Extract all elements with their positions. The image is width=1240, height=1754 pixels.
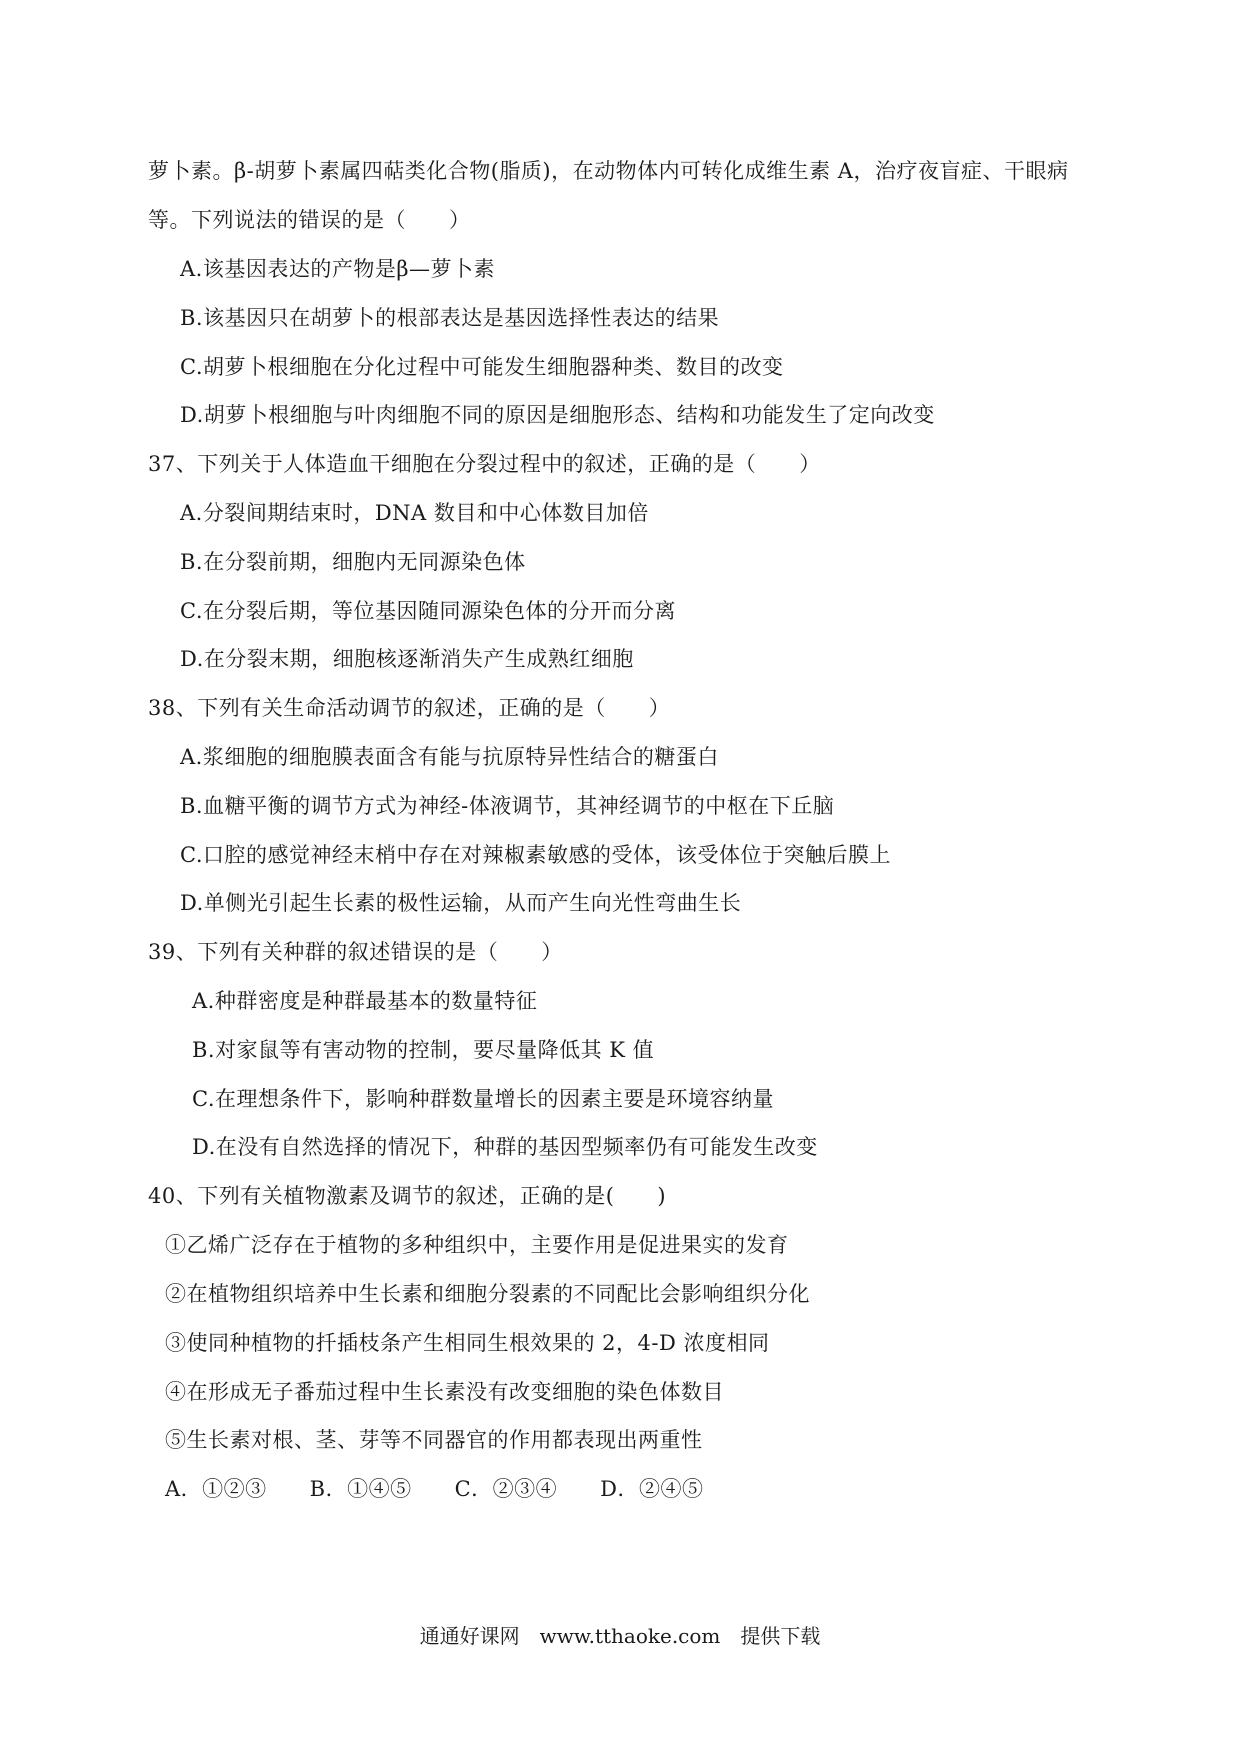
q38-option-c: C.口腔的感觉神经末梢中存在对辣椒素敏感的受体，该受体位于突触后膜上 bbox=[180, 843, 891, 867]
q40-statement-2: ②在植物组织培养中生长素和细胞分裂素的不同配比会影响组织分化 bbox=[165, 1282, 810, 1306]
q38-option-d: D.单侧光引起生长素的极性运输，从而产生向光性弯曲生长 bbox=[180, 891, 742, 915]
q39-option-c: C.在理想条件下，影响种群数量增长的因素主要是环境容纳量 bbox=[192, 1087, 774, 1111]
q39-option-d: D.在没有自然选择的情况下，种群的基因型频率仍有可能发生改变 bbox=[192, 1135, 818, 1159]
q40-choices: A．①②③ B．①④⑤ C．②③④ D．②④⑤ bbox=[165, 1477, 704, 1501]
q36-option-d: D.胡萝卜根细胞与叶肉细胞不同的原因是细胞形态、结构和功能发生了定向改变 bbox=[180, 403, 935, 427]
q37-option-a: A.分裂间期结束时，DNA 数目和中心体数目加倍 bbox=[180, 501, 649, 525]
q38-option-b: B.血糖平衡的调节方式为神经-体液调节，其神经调节的中枢在下丘脑 bbox=[180, 794, 835, 818]
q37-option-c: C.在分裂后期，等位基因随同源染色体的分开而分离 bbox=[180, 599, 676, 623]
q39-option-b: B.对家鼠等有害动物的控制，要尽量降低其 K 值 bbox=[192, 1038, 655, 1062]
q40-statement-3: ③使同种植物的扦插枝条产生相同生根效果的 2，4-D 浓度相同 bbox=[165, 1331, 770, 1355]
q39-option-a: A.种群密度是种群最基本的数量特征 bbox=[192, 989, 538, 1013]
q36-stem-line-1: 萝卜素。β-胡萝卜素属四萜类化合物(脂质)，在动物体内可转化成维生素 A，治疗夜盲症、干眼病 bbox=[148, 159, 1069, 183]
q37-option-b: B.在分裂前期，细胞内无同源染色体 bbox=[180, 550, 526, 574]
page-footer: 通通好课网 www.tthaoke.com 提供下载 bbox=[419, 1624, 821, 1648]
q36-stem-line-2: 等。下列说法的错误的是（ ） bbox=[148, 208, 471, 232]
q37-option-d: D.在分裂末期，细胞核逐渐消失产生成熟红细胞 bbox=[180, 647, 634, 671]
q37-stem: 37、下列关于人体造血干细胞在分裂过程中的叙述，正确的是（ ） bbox=[148, 452, 821, 476]
q40-stem: 40、下列有关植物激素及调节的叙述，正确的是( ) bbox=[148, 1184, 667, 1208]
q39-stem: 39、下列有关种群的叙述错误的是（ ） bbox=[148, 940, 563, 964]
q40-statement-4: ④在形成无子番茄过程中生长素没有改变细胞的染色体数目 bbox=[165, 1380, 724, 1404]
q36-option-c: C.胡萝卜根细胞在分化过程中可能发生细胞器种类、数目的改变 bbox=[180, 355, 784, 379]
q38-stem: 38、下列有关生命活动调节的叙述，正确的是（ ） bbox=[148, 696, 671, 720]
q36-option-b: B.该基因只在胡萝卜的根部表达是基因选择性表达的结果 bbox=[180, 306, 720, 330]
q40-statement-5: ⑤生长素对根、茎、芽等不同器官的作用都表现出两重性 bbox=[165, 1428, 703, 1452]
q40-statement-1: ①乙烯广泛存在于植物的多种组织中，主要作用是促进果实的发育 bbox=[165, 1233, 789, 1257]
q36-option-a: A.该基因表达的产物是β—萝卜素 bbox=[180, 257, 495, 281]
q38-option-a: A.浆细胞的细胞膜表面含有能与抗原特异性结合的糖蛋白 bbox=[180, 745, 719, 769]
